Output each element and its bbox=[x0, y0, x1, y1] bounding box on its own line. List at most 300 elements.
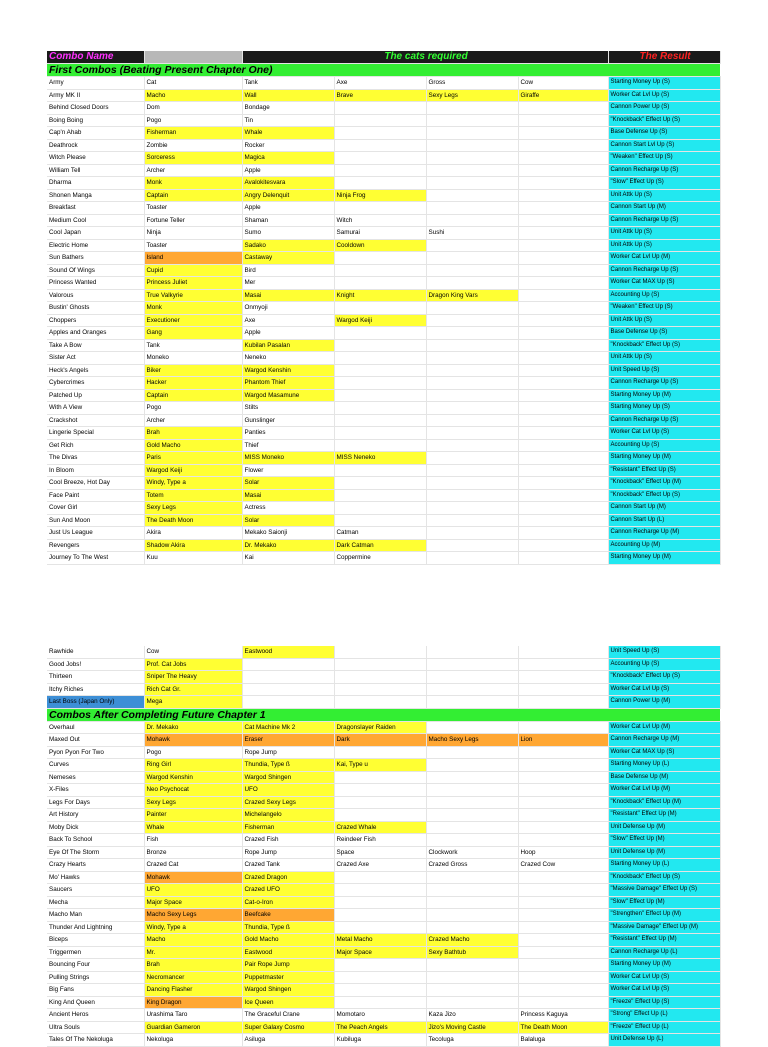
cat-cell: Crazed Axe bbox=[334, 859, 426, 872]
table-row bbox=[47, 489, 720, 502]
combo-name-cell: Apples and Oranges bbox=[47, 327, 144, 340]
cat-cell: Cow bbox=[518, 77, 608, 90]
cat-cell: Macho bbox=[144, 934, 242, 947]
cat-cell bbox=[334, 909, 426, 922]
cat-cell: Sexy Legs bbox=[144, 796, 242, 809]
table-row bbox=[47, 77, 720, 90]
cat-cell: Pogo bbox=[144, 402, 242, 415]
table-row bbox=[47, 896, 720, 909]
combo-name-cell: Heck's Angels bbox=[47, 364, 144, 377]
result-cell: Cannon Recharge Up (S) bbox=[608, 164, 720, 177]
cat-cell: Sorceress bbox=[144, 152, 242, 165]
cat-cell: Windy, Type a bbox=[144, 921, 242, 934]
cat-cell: Dark bbox=[334, 734, 426, 747]
result-cell: Accounting Up (S) bbox=[608, 289, 720, 302]
cat-cell bbox=[518, 327, 608, 340]
cat-cell bbox=[334, 502, 426, 515]
cat-cell: Crazed Sexy Legs bbox=[242, 796, 334, 809]
cat-cell: Windy, Type a bbox=[144, 477, 242, 490]
cat-cell bbox=[334, 277, 426, 290]
table-row bbox=[47, 746, 720, 759]
cat-cell bbox=[426, 871, 518, 884]
cat-cell: Knight bbox=[334, 289, 426, 302]
combo-name-cell: Shonen Manga bbox=[47, 189, 144, 202]
result-cell: Unit Attk Up (S) bbox=[608, 314, 720, 327]
cat-cell bbox=[518, 896, 608, 909]
cat-cell: Kuu bbox=[144, 552, 242, 565]
result-cell: Cannon Power Up (S) bbox=[608, 102, 720, 115]
cat-cell: Super Galaxy Cosmo bbox=[242, 1021, 334, 1034]
table-row bbox=[47, 127, 720, 140]
cat-cell bbox=[426, 971, 518, 984]
cat-cell: Ninja bbox=[144, 227, 242, 240]
result-cell: "Knockback" Effect Up (M) bbox=[608, 796, 720, 809]
combo-name-cell: Cool Breeze, Hot Day bbox=[47, 477, 144, 490]
cat-cell: Toaster bbox=[144, 202, 242, 215]
combo-name-cell: Curves bbox=[47, 759, 144, 772]
cat-cell bbox=[426, 327, 518, 340]
cat-cell bbox=[426, 452, 518, 465]
cat-cell: UFO bbox=[144, 884, 242, 897]
combo-name-cell: X-Files bbox=[47, 784, 144, 797]
table-row bbox=[47, 202, 720, 215]
cat-cell: The Death Moon bbox=[518, 1021, 608, 1034]
cat-cell bbox=[518, 202, 608, 215]
cat-cell: Executioner bbox=[144, 314, 242, 327]
combo-name-cell: Rawhide bbox=[47, 646, 144, 658]
cat-cell: Guardian Gameron bbox=[144, 1021, 242, 1034]
cat-cell bbox=[426, 264, 518, 277]
cat-cell bbox=[426, 139, 518, 152]
cat-cell bbox=[426, 377, 518, 390]
cat-cell: Archer bbox=[144, 164, 242, 177]
cat-cell bbox=[518, 152, 608, 165]
cat-cell bbox=[518, 227, 608, 240]
cat-cell: Crazed Fish bbox=[242, 834, 334, 847]
result-cell: Cannon Power Up (M) bbox=[608, 696, 720, 709]
cat-cell: Samurai bbox=[334, 227, 426, 240]
cat-cell: Prof. Cat Jobs bbox=[144, 658, 242, 671]
cat-cell bbox=[334, 402, 426, 415]
table-row bbox=[47, 884, 720, 897]
table-row bbox=[47, 289, 720, 302]
combo-name-cell: Cover Girl bbox=[47, 502, 144, 515]
cat-cell bbox=[334, 252, 426, 265]
cat-cell bbox=[334, 796, 426, 809]
section-row bbox=[47, 64, 720, 77]
result-cell: Cannon Recharge Up (S) bbox=[608, 214, 720, 227]
cat-cell: Major Space bbox=[144, 896, 242, 909]
cat-cell: Whale bbox=[242, 127, 334, 140]
cat-cell bbox=[334, 364, 426, 377]
table-row bbox=[47, 539, 720, 552]
cat-cell bbox=[518, 746, 608, 759]
section-title-future-chapter: Combos After Completing Future Chapter 1 bbox=[47, 708, 608, 721]
table-row bbox=[47, 527, 720, 540]
combo-name-cell: Pulling Strings bbox=[47, 971, 144, 984]
cat-cell bbox=[518, 759, 608, 772]
combo-name-cell: The Divas bbox=[47, 452, 144, 465]
cat-cell: Wargod Keiji bbox=[334, 314, 426, 327]
cat-cell: Pair Rope Jump bbox=[242, 959, 334, 972]
result-cell: "Knockback" Effect Up (S) bbox=[608, 114, 720, 127]
table-row bbox=[47, 984, 720, 997]
table-row bbox=[47, 327, 720, 340]
cat-cell: Mekako Saionji bbox=[242, 527, 334, 540]
table-row bbox=[47, 909, 720, 922]
cat-cell: Beefcake bbox=[242, 909, 334, 922]
table-row bbox=[47, 796, 720, 809]
table-row bbox=[47, 414, 720, 427]
cat-cell bbox=[426, 102, 518, 115]
cat-cell bbox=[518, 402, 608, 415]
result-cell: Base Defense Up (S) bbox=[608, 127, 720, 140]
combo-name-cell: With A View bbox=[47, 402, 144, 415]
cat-cell: Kai bbox=[242, 552, 334, 565]
cat-cell bbox=[426, 339, 518, 352]
cat-cell bbox=[426, 784, 518, 797]
cat-cell bbox=[426, 759, 518, 772]
cat-cell: Shaman bbox=[242, 214, 334, 227]
result-cell: Starting Money Up (L) bbox=[608, 759, 720, 772]
cat-cell: Crazed Macho bbox=[426, 934, 518, 947]
cat-cell bbox=[426, 996, 518, 1009]
table-row bbox=[47, 439, 720, 452]
cat-cell: Neo Psychocat bbox=[144, 784, 242, 797]
cat-cell bbox=[426, 414, 518, 427]
table-row bbox=[47, 834, 720, 847]
table-row bbox=[47, 1034, 720, 1047]
header-combo-name: Combo Name bbox=[47, 51, 144, 64]
combo-name-cell: Ancient Heros bbox=[47, 1009, 144, 1022]
cat-cell bbox=[426, 277, 518, 290]
result-cell: Worker Cat Lvl Up (M) bbox=[608, 784, 720, 797]
cat-cell bbox=[518, 464, 608, 477]
cat-cell: Wargod Shingen bbox=[242, 984, 334, 997]
cat-cell bbox=[334, 202, 426, 215]
combo-name-cell: Mo' Hawks bbox=[47, 871, 144, 884]
cat-cell bbox=[518, 389, 608, 402]
cat-cell: MISS Neneko bbox=[334, 452, 426, 465]
combo-name-cell: Bustin' Ghosts bbox=[47, 302, 144, 315]
cat-cell: Stilts bbox=[242, 402, 334, 415]
cat-cell: Magica bbox=[242, 152, 334, 165]
result-cell: Worker Cat MAX Up (S) bbox=[608, 277, 720, 290]
cat-cell: Crazed Dragon bbox=[242, 871, 334, 884]
table-row bbox=[47, 452, 720, 465]
combo-name-cell: Behind Closed Doors bbox=[47, 102, 144, 115]
cat-cell bbox=[334, 352, 426, 365]
cat-cell bbox=[426, 683, 518, 696]
result-cell: "Massive Damage" Effect Up (S) bbox=[608, 884, 720, 897]
cat-cell: Rich Cat Gr. bbox=[144, 683, 242, 696]
result-cell: Starting Money Up (M) bbox=[608, 452, 720, 465]
cat-cell: Toaster bbox=[144, 239, 242, 252]
cat-cell bbox=[334, 771, 426, 784]
cat-cell: Thundia, Type ß bbox=[242, 921, 334, 934]
cat-cell bbox=[518, 302, 608, 315]
combo-name-cell: Thirteen bbox=[47, 671, 144, 684]
cat-cell: The Graceful Crane bbox=[242, 1009, 334, 1022]
cat-cell bbox=[426, 427, 518, 440]
cat-cell: Fish bbox=[144, 834, 242, 847]
cat-cell: Hacker bbox=[144, 377, 242, 390]
cat-cell: Witch bbox=[334, 214, 426, 227]
cat-cell: Totem bbox=[144, 489, 242, 502]
cat-cell: Macho bbox=[144, 89, 242, 102]
table-row bbox=[47, 996, 720, 1009]
cat-cell: Eastwood bbox=[242, 646, 334, 658]
result-cell: Accounting Up (S) bbox=[608, 658, 720, 671]
cat-cell: Fisherman bbox=[144, 127, 242, 140]
cat-cell bbox=[334, 377, 426, 390]
table-row bbox=[47, 934, 720, 947]
result-cell: Unit Attk Up (S) bbox=[608, 352, 720, 365]
table-row bbox=[47, 734, 720, 747]
cat-cell bbox=[518, 934, 608, 947]
table-row bbox=[47, 514, 720, 527]
cat-cell bbox=[334, 921, 426, 934]
table-row bbox=[47, 189, 720, 202]
cat-cell: Sexy Legs bbox=[144, 502, 242, 515]
combo-name-cell: Legs For Days bbox=[47, 796, 144, 809]
cat-cell: Tank bbox=[144, 339, 242, 352]
cat-cell: Axe bbox=[242, 314, 334, 327]
cat-cell bbox=[426, 884, 518, 897]
cat-cell bbox=[518, 959, 608, 972]
cat-cell: Sexy Bathtub bbox=[426, 946, 518, 959]
cat-cell bbox=[518, 796, 608, 809]
table-row bbox=[47, 846, 720, 859]
cat-cell: Pogo bbox=[144, 114, 242, 127]
cat-cell: Gunslinger bbox=[242, 414, 334, 427]
header-gap bbox=[144, 51, 242, 64]
cat-cell bbox=[242, 671, 334, 684]
combo-name-cell: Valorous bbox=[47, 289, 144, 302]
combo-name-cell: Dharma bbox=[47, 177, 144, 190]
cat-cell bbox=[518, 696, 608, 709]
cat-cell: Apple bbox=[242, 327, 334, 340]
table-row bbox=[47, 959, 720, 972]
cat-cell bbox=[426, 721, 518, 734]
combo-name-cell: Biceps bbox=[47, 934, 144, 947]
combo-name-cell: Take A Bow bbox=[47, 339, 144, 352]
combo-name-cell: Art History bbox=[47, 809, 144, 822]
cat-cell bbox=[518, 102, 608, 115]
cat-cell bbox=[426, 646, 518, 658]
cat-cell: Crazed Tank bbox=[242, 859, 334, 872]
cat-cell bbox=[426, 439, 518, 452]
table-row bbox=[47, 502, 720, 515]
cat-cell bbox=[426, 771, 518, 784]
cat-cell: Castaway bbox=[242, 252, 334, 265]
combo-name-cell: Ultra Souls bbox=[47, 1021, 144, 1034]
cat-cell: Thundia, Type ß bbox=[242, 759, 334, 772]
cat-cell bbox=[334, 896, 426, 909]
result-cell: Accounting Up (M) bbox=[608, 539, 720, 552]
cat-cell: Nekoluga bbox=[144, 1034, 242, 1047]
result-cell: Starting Money Up (M) bbox=[608, 552, 720, 565]
cat-cell: Monk bbox=[144, 302, 242, 315]
cat-cell: Eraser bbox=[242, 734, 334, 747]
cat-cell bbox=[426, 402, 518, 415]
cat-cell: Pogo bbox=[144, 746, 242, 759]
cat-cell bbox=[334, 809, 426, 822]
cat-cell: Bronze bbox=[144, 846, 242, 859]
cat-cell bbox=[334, 646, 426, 658]
combo-name-cell: Crackshot bbox=[47, 414, 144, 427]
result-cell: Worker Cat MAX Up (S) bbox=[608, 746, 720, 759]
cat-cell: Solar bbox=[242, 514, 334, 527]
cat-cell bbox=[334, 959, 426, 972]
cat-cell: Akira bbox=[144, 527, 242, 540]
cat-cell bbox=[426, 909, 518, 922]
combo-name-cell: Breakfast bbox=[47, 202, 144, 215]
cat-cell: Fortune Teller bbox=[144, 214, 242, 227]
cat-cell bbox=[334, 152, 426, 165]
cat-cell: Sniper The Heavy bbox=[144, 671, 242, 684]
table-row bbox=[47, 1009, 720, 1022]
cat-cell: Eastwood bbox=[242, 946, 334, 959]
combo-name-cell: Maxed Out bbox=[47, 734, 144, 747]
cat-cell bbox=[426, 959, 518, 972]
cat-cell: Apple bbox=[242, 164, 334, 177]
table-row bbox=[47, 946, 720, 959]
cat-cell bbox=[518, 114, 608, 127]
cat-cell: Macho Sexy Legs bbox=[144, 909, 242, 922]
table-row bbox=[47, 809, 720, 822]
cat-cell bbox=[426, 921, 518, 934]
result-cell: "Resistant" Effect Up (M) bbox=[608, 809, 720, 822]
cat-cell bbox=[518, 834, 608, 847]
cat-cell: Rope Jump bbox=[242, 746, 334, 759]
cat-cell: Crazed Cow bbox=[518, 859, 608, 872]
table-row bbox=[47, 683, 720, 696]
result-cell: Starting Money Up (L) bbox=[608, 859, 720, 872]
table-row bbox=[47, 971, 720, 984]
cat-cell bbox=[426, 302, 518, 315]
cat-cell bbox=[518, 439, 608, 452]
cat-cell: The Death Moon bbox=[144, 514, 242, 527]
result-cell: Starting Money Up (M) bbox=[608, 389, 720, 402]
cat-cell: Island bbox=[144, 252, 242, 265]
table-row bbox=[47, 302, 720, 315]
table-row bbox=[47, 552, 720, 565]
cat-cell bbox=[426, 202, 518, 215]
cat-cell bbox=[334, 489, 426, 502]
cat-cell: Angry Delenquit bbox=[242, 189, 334, 202]
cat-cell bbox=[518, 946, 608, 959]
combo-name-cell: Overhaul bbox=[47, 721, 144, 734]
table-row bbox=[47, 164, 720, 177]
cat-cell bbox=[334, 464, 426, 477]
cat-cell: Gold Macho bbox=[242, 934, 334, 947]
table-row bbox=[47, 921, 720, 934]
section-title-first-combos: First Combos (Beating Present Chapter One) bbox=[47, 64, 608, 77]
combo-name-cell: Bouncing Four bbox=[47, 959, 144, 972]
combo-name-cell: Army bbox=[47, 77, 144, 90]
cat-cell: Sushi bbox=[426, 227, 518, 240]
combo-name-cell: Back To School bbox=[47, 834, 144, 847]
cat-cell: Cat bbox=[144, 77, 242, 90]
cat-cell: Balaluga bbox=[518, 1034, 608, 1047]
cat-cell: Thief bbox=[242, 439, 334, 452]
cat-cell: Wargod Kenshin bbox=[242, 364, 334, 377]
cat-cell bbox=[518, 671, 608, 684]
table-row bbox=[47, 477, 720, 490]
cat-cell: Panties bbox=[242, 427, 334, 440]
cat-cell bbox=[518, 502, 608, 515]
cat-cell: Cat-o-Iron bbox=[242, 896, 334, 909]
result-cell: Starting Money Up (S) bbox=[608, 77, 720, 90]
combo-name-cell: Moby Dick bbox=[47, 821, 144, 834]
cat-cell bbox=[426, 389, 518, 402]
result-cell: "Strong" Effect Up (L) bbox=[608, 1009, 720, 1022]
result-cell: "Slow" Effect Up (S) bbox=[608, 177, 720, 190]
cat-cell: Wall bbox=[242, 89, 334, 102]
cat-cell bbox=[334, 164, 426, 177]
cat-cell: Cat Machine Mk 2 bbox=[242, 721, 334, 734]
cat-cell: True Valkyrie bbox=[144, 289, 242, 302]
table-row bbox=[47, 177, 720, 190]
table-row bbox=[47, 264, 720, 277]
cat-cell bbox=[518, 139, 608, 152]
combo-name-cell: Patched Up bbox=[47, 389, 144, 402]
cat-cell bbox=[334, 114, 426, 127]
cat-cell bbox=[334, 127, 426, 140]
cat-cell: Cupid bbox=[144, 264, 242, 277]
cat-cell: Phantom Thief bbox=[242, 377, 334, 390]
cat-cell bbox=[426, 152, 518, 165]
cat-cell bbox=[426, 539, 518, 552]
table-row bbox=[47, 239, 720, 252]
cat-cell bbox=[426, 696, 518, 709]
cat-cell: Coppermine bbox=[334, 552, 426, 565]
combo-name-cell: William Tell bbox=[47, 164, 144, 177]
result-cell: Cannon Recharge Up (S) bbox=[608, 264, 720, 277]
combo-name-cell: Princess Wanted bbox=[47, 277, 144, 290]
cat-cell: Shadow Akira bbox=[144, 539, 242, 552]
cat-cell: Fisherman bbox=[242, 821, 334, 834]
cat-cell: Masai bbox=[242, 489, 334, 502]
cat-cell bbox=[518, 414, 608, 427]
cat-cell bbox=[518, 539, 608, 552]
cat-cell: Zombie bbox=[144, 139, 242, 152]
result-cell: Cannon Recharge Up (L) bbox=[608, 946, 720, 959]
result-cell: "Weaken" Effect Up (S) bbox=[608, 302, 720, 315]
cat-cell bbox=[518, 352, 608, 365]
result-cell: Worker Cat Lvl Up (M) bbox=[608, 252, 720, 265]
result-cell: Cannon Recharge Up (S) bbox=[608, 414, 720, 427]
cat-cell bbox=[518, 721, 608, 734]
table-row bbox=[47, 646, 720, 658]
cat-cell bbox=[518, 189, 608, 202]
cat-cell: Actress bbox=[242, 502, 334, 515]
cat-cell bbox=[518, 809, 608, 822]
cat-cell bbox=[426, 527, 518, 540]
cat-cell: Macho Sexy Legs bbox=[426, 734, 518, 747]
cat-cell bbox=[518, 252, 608, 265]
section-row bbox=[47, 708, 720, 721]
table-row bbox=[47, 771, 720, 784]
cat-cell bbox=[426, 984, 518, 997]
table-row bbox=[47, 214, 720, 227]
combo-name-cell: Good Jobs! bbox=[47, 658, 144, 671]
cat-cell: Whale bbox=[144, 821, 242, 834]
result-cell: "Strengthen" Effect Up (M) bbox=[608, 909, 720, 922]
cat-cell: Lion bbox=[518, 734, 608, 747]
result-cell: Worker Cat Lvl Up (S) bbox=[608, 683, 720, 696]
